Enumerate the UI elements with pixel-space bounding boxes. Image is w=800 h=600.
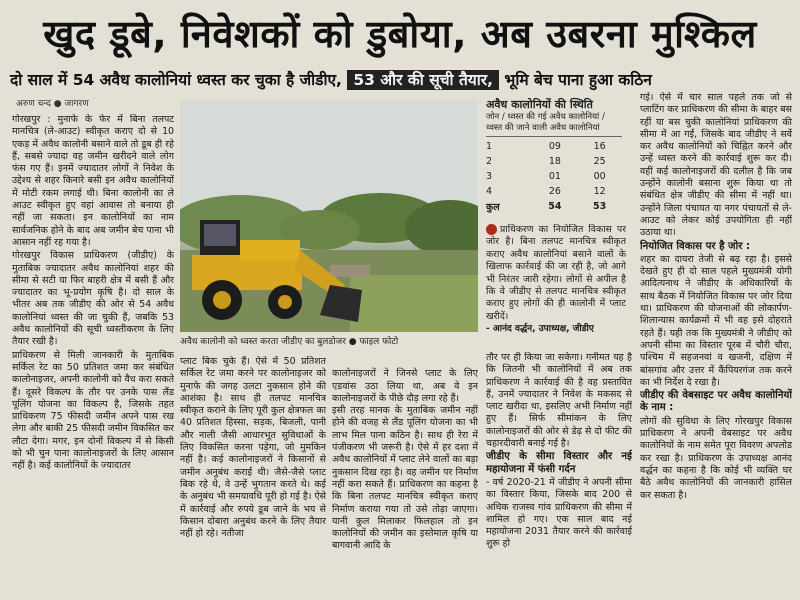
paragraph: शहर का दायरा तेजी से बढ़ रहा है। इससे देखते हुए ही दो साल पहले मुख्यमंत्री योगी आदित्यनाथ ने जीडीए के अधिकारियों के साथ बैठक में नियोजित विकास पर जोर दिया था। प्राधिकरण की योजनाओं की लोकार्पण-शिलान्यास कार्यक्रमों में भी वह इसे दोहराते रहते हैं। यही तक कि मुख्यमंत्री ने जीडीए को अपनी सीमा का विस्तार पूरब में चौरी चौरा, पश्चिम में सहजनवां व खजनी, दक्षिण में बांसगांव और उत्तर में कैंपियरगंज तक करने का भी निर्देश दे रखा है।: [640, 253, 792, 388]
pending-cell: 16: [593, 141, 606, 152]
bulldozer-illustration: [180, 100, 478, 332]
byline: अरुण चन्द ● जागरण: [16, 99, 89, 109]
photo-caption: अवैध कालोनी को ध्वस्त करता जीडीए का बुलडोजर ● फाइल फोटो: [180, 337, 399, 347]
infobox-subtitle: जोन / ध्वस्त की गई अवैध कालोनियां / ध्वस्त की जाने वाली अवैध कालोनियां: [486, 112, 622, 137]
zone-cell: 3: [486, 171, 493, 182]
table-row-total: [486, 199, 622, 214]
bulldozer-photo: [180, 100, 478, 332]
demolished-cell: 09: [548, 141, 561, 152]
colony-status-table: [486, 139, 622, 214]
infobox-title: अवैध कालोनियों की स्थिति: [486, 98, 593, 111]
paragraph: गोरखपुर : मुनाफे के फेर में बिना तलपट मानचित्र (ले-आउट) स्वीकृत कराए दो से 10 एकड़ में अवैध कालोनी बसाने वाले तो डूब ही रहे हैं, सबसे ज्यादा वह जमीन खरीदने वाले लोग फंस गए हैं। इनमें ज्यादातर लोगों ने निवेश के उद्देश्य से शहर किनारे बसी इन अवैध कालोनियों में मोटी रकम लगाई थी। बिना कालोनी का ले आउट स्वीकृत हुए वहां आवास तो बनाया ही नहीं जा सकता। इन कालोनियों का नाम सार्वजनिक होने के बाद अब जमीन बेच पाना भी आसान नहीं रह गया है।: [12, 114, 174, 248]
paragraph: प्राधिकरण से मिली जानकारी के मुताबिक सर्किल रेट का 50 प्रतिशत जमा कर संबंधित कालोनाइजर, अपनी कालोनी को वैध करा सकते हैं। दूसरे विकल्प के तौर पर उनके पास लैंड पूलिंग योजना का विकल्प है, जिसके तहत प्राधिकरण 75 फीसदी जमीन अपने पास रख लेगा और बाकी 25 फीसदी जमीन विकसित कर लौटा देगा। मगर, इन दोनों विकल्प में से किसी को भी चुन पाना कालोनाइजरों के लिए आसान नहीं है। कई कालोनियों के ज्यादातर: [12, 349, 174, 472]
subhead-part3: भूमि बेच पाना हुआ कठिन: [504, 71, 652, 89]
paragraph: कालोनाइजरों ने जिनसे प्लाट के लिए एडवांस उठा लिया था, अब वे इन कालोनाइजरों के पीछे दौड़ लगा रहे हैं। इसी तरह मानक के मुताबिक जमीन नहीं होने की वजह से लैंड पूलिंग योजना का भी लाभ मिल पाना कठिन है। साथ ही रेरा में पंजीकरण भी जरूरी है। ऐसे में हर दशा में अवैध कालोनियों में प्लाट लेने वालों का बड़ा नुकसान दिख रहा है। वह जमीन पर निर्माण नहीं करा सकते हैं। प्राधिकरण का कहना है कि बिना तलपट मानचित्र स्वीकृत कराए निर्माण कराया गया तो उसे तोड़ा जाएगा। यानी कुल मिलाकर फिलहाल तो इन कालोनियों की जमीन का इस्तेमाल कृषि या बागवानी आदि के: [332, 368, 478, 552]
pending-cell: 12: [593, 186, 606, 197]
article-column-4: [486, 352, 632, 594]
zone-cell: कुल: [486, 202, 500, 213]
paragraph: गई। ऐसे में चार साल पहले तक जो से प्लाटिंग कर प्राधिकरण की सीमा के बाहर बस रहीं या बस चुकी कालोनियां प्राधिकरण की सीमा में आ गईं, जिसके बाद जीडीए ने सर्वे कर अवैध कालोनियों को चिह्नित करने और उन्हें ध्वस्त करने की कार्रवाई शुरू कर दी। वहीं कई कालोनाइजरों की दलील है कि जब उन्होंने कालोनी बसाना शुरू किया था तो संबंधित क्षेत्र जीडीए की सीमा में नहीं था। उन्होंने जिला पंचायत या नगर पंचायतों से ले-आउट को लेकर कोई उपयोगिता ही नहीं उठाया था।: [640, 92, 792, 239]
headline: खुद डूबे, निवेशकों को डुबोया, अब उबरना मुश्किल: [43, 12, 757, 56]
demolished-cell: 26: [548, 186, 561, 197]
subhead-highlight: 53 और की सूची तैयार,: [347, 70, 499, 90]
official-quote: [486, 224, 626, 344]
section-heading: जीडीए की वेबसाइट पर अवैध कालोनियों के नाम :: [640, 390, 792, 414]
quote-bullet-icon: [486, 224, 497, 235]
table-row: [486, 154, 622, 169]
paragraph: तौर पर ही किया जा सकेगा। गनीमत यह है कि जितनी भी कालोनियों में अब तक प्राधिकरण ने कार्रवाई की है वह प्रस्तावित हैं, उनमें ज्यादातर ने निवेश के मकसद से प्लाट खरीदा था, इसलिए अभी निर्माण नहीं हुए हैं। सिर्फ सीमांकन के लिए कालोनाइजरों की ओर से डेढ़ से दो फीट की चहारदीवारी बनाई गई है।: [486, 352, 632, 450]
paragraph: - वर्ष 2020-21 में जीडीए ने अपनी सीमा का विस्तार किया, जिसके बाद 200 से अधिक राजस्व गांव प्राधिकरण की सीमा में शामिल हो गए। एक साल बाद नई महायोजना 2031 तैयार करने की कार्रवाई शुरू हो: [486, 476, 632, 550]
subhead-part1: दो साल में 54 अवैध कालोनियां ध्वस्त कर चुका है जीडीए,: [10, 71, 342, 89]
table-row: [486, 169, 622, 184]
paragraph: प्लाट बिक चुके हैं। ऐसे में 50 प्रतिशत सर्किल रेट जमा करने पर कालोनाइजर को मुनाफे की जगह उलटा नुकसान होने की आशंका है। साथ ही तलपट मानचित्र स्वीकृत कराने के लिए पूरी कुल क्षेत्रफल का 40 प्रतिशत हिस्सा, सड़क, बिजली, पानी और नाली जैसी आधारभूत सुविधाओं के लिए विकसित करना पड़ेगा, जो मुमकिन नहीं है। कई कालोनाइजरों ने किसानों से जमीन अनुबंध कराई थी। जैसे-जैसे प्लाट बिक रहे थे, वे उन्हें भुगतान करते थे। कई के अनुबंध भी समयावधि पूरी हो गई है। ऐसे में कार्रवाई और रुपये डूब जाने के भय से किसान दोबारा अनुबंध करने के लिए तैयार नहीं हो रहे। नतीजा: [180, 356, 326, 540]
zone-cell: 4: [486, 186, 493, 197]
section-heading: नियोजित विकास पर है जोर :: [640, 240, 751, 252]
zone-cell: 1: [486, 141, 493, 152]
table-row: [486, 139, 622, 154]
pending-cell: 25: [593, 156, 606, 167]
paragraph: लोगों की सुविधा के लिए गोरखपुर विकास प्राधिकरण ने अपनी वेबसाइट पर अवैध कालोनियों के नाम समेत पूरा विवरण अपलोड कर रखा है। प्राधिकरण के उपाध्यक्ष आनंद वर्द्धन का कहना है कि कोई भी व्यक्ति घर बैठे अवैध कालोनियों की जानकारी हासिल कर सकता है।: [640, 415, 792, 501]
table-row: [486, 184, 622, 199]
demolished-cell: 18: [548, 156, 561, 167]
quote-text: प्राधिकरण का नियोजित विकास पर जोर है। बिना तलपट मानचित्र स्वीकृत कराए अवैध कालोनियां बसाने वालों के खिलाफ कार्रवाई की जा रही है, जो आगे भी निरंतर जारी रहेगा। लोगों से अपील है कि वे जीडीए से तलपट मानचित्र स्वीकृत कराए हुए लोगों की ही कालोनी में प्लाट खरीदें।: [486, 224, 626, 322]
demolished-cell: 01: [548, 171, 561, 182]
quote-attribution: - आनंद वर्द्धन, उपाध्यक्ष, जीडीए: [486, 324, 594, 335]
pending-cell: 00: [593, 171, 606, 182]
section-heading: जीडीए के सीमा विस्तार और नई महायोजना में फंसी गर्दन: [486, 451, 632, 475]
article-column-1: [12, 114, 174, 594]
zone-cell: 2: [486, 156, 493, 167]
subheadline: [10, 66, 790, 94]
article-column-2: [180, 356, 326, 594]
colony-status-box: [486, 98, 622, 216]
paragraph: गोरखपुर विकास प्राधिकरण (जीडीए) के मुताबिक ज्यादातर अवैध कालोनियां शहर की सीमा से सटी या फिर बाहरी क्षेत्र में बसी हैं और ज्यादातर का भू-प्रयोग कृषि है। दो साल के भीतर अब तक जीडीए की ओर से 54 अवैध कालोनियां ध्वस्त की जा चुकी हैं, जबकि 53 अवैध कालोनियों की सूची ध्वस्तीकरण के लिए तैयार रखी है।: [12, 250, 174, 348]
article-column-5: [640, 92, 792, 594]
pending-cell: 53: [593, 201, 607, 212]
article-column-3: [332, 356, 478, 594]
demolished-cell: 54: [548, 201, 562, 212]
